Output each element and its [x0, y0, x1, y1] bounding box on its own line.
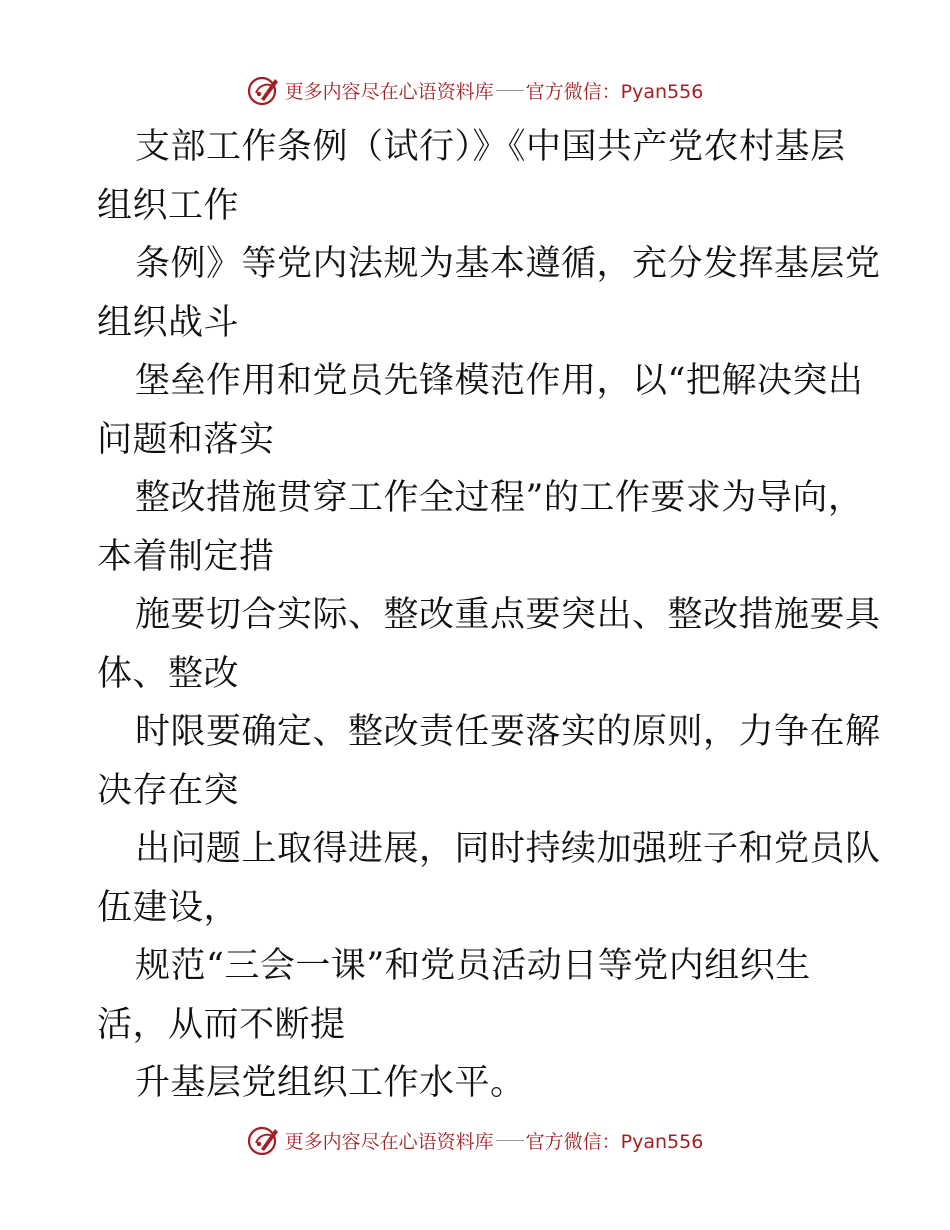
text-line: 整改措施贯穿工作全过程”的工作要求为导向， — [135, 478, 864, 518]
text-line: 组织战斗 — [97, 302, 240, 343]
document-body — [97, 118, 881, 1113]
text-line: 支部工作条例（试行）》《中国共产党农村基层 — [135, 127, 846, 167]
text-line: 时限要确定、整改责任要落实的原则，力争在解 — [135, 712, 881, 752]
pen-logo-icon — [247, 1123, 281, 1157]
watermark-divider — [496, 1140, 524, 1141]
text-line: 伍建设， — [97, 887, 240, 928]
watermark-wechat: 官方微信：Pyan556 — [525, 1130, 704, 1153]
text-line: 施要切合实际、整改重点要突出、整改措施要具 — [135, 595, 881, 635]
footer-watermark — [0, 1120, 950, 1160]
text-line: 问题和落实 — [97, 419, 275, 460]
text-line: 组织工作 — [97, 185, 240, 226]
watermark-title: 更多内容尽在心语资料库 — [284, 80, 494, 103]
text-line: 体、整改 — [97, 653, 240, 694]
text-line: 堡垒作用和党员先锋模范作用，以“把解决突出 — [135, 361, 864, 401]
watermark-title: 更多内容尽在心语资料库 — [284, 1130, 494, 1153]
pen-logo-icon — [247, 73, 281, 107]
watermark-divider — [496, 90, 524, 91]
text-line: 出问题上取得进展，同时持续加强班子和党员队 — [135, 829, 881, 869]
text-line: 活，从而不断提 — [97, 1004, 346, 1045]
text-line: 决存在突 — [97, 770, 240, 811]
text-line: 升基层党组织工作水平。 — [135, 1063, 526, 1103]
header-watermark — [0, 70, 950, 110]
text-line: 条例》等党内法规为基本遵循，充分发挥基层党 — [135, 244, 881, 284]
text-line: 规范“三会一课”和党员活动日等党内组织生 — [135, 946, 811, 986]
text-line: 本着制定措 — [97, 536, 275, 577]
watermark-wechat: 官方微信：Pyan556 — [525, 80, 704, 103]
